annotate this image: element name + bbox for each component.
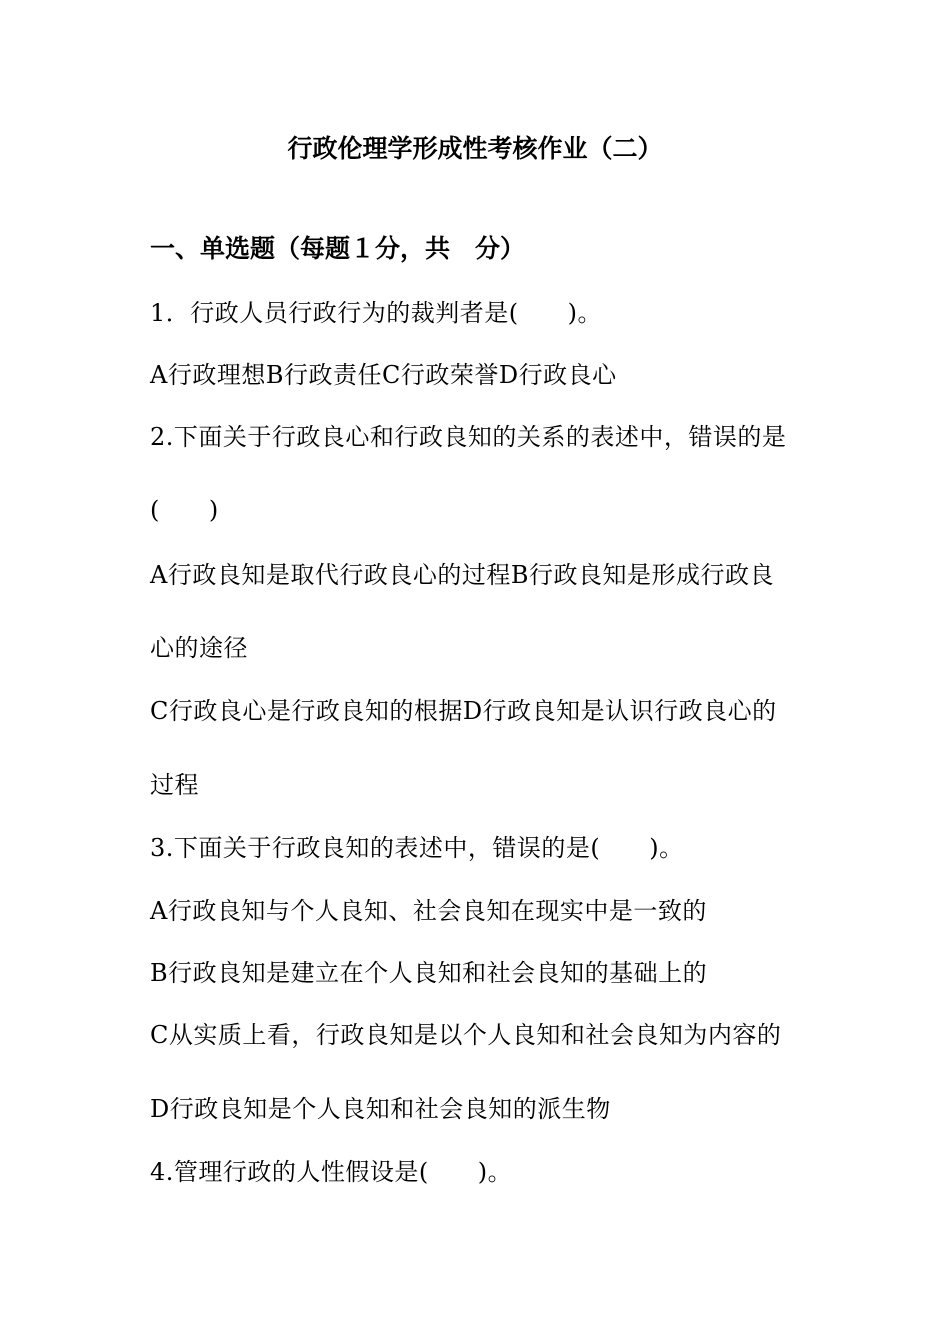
document-title: 行政伦理学形成性考核作业（二） (287, 134, 663, 163)
question-2-options-cd-cont: 过程 (150, 771, 199, 799)
section-heading: 一、单选题（每题１分，共 分） (150, 234, 526, 263)
question-2-stem: 2.下面关于行政良心和行政良知的关系的表述中，错误的是 (150, 423, 787, 451)
question-3-option-a: A行政良知与个人良知、社会良知在现实中是一致的 (150, 897, 707, 925)
question-1-options: A行政理想B行政责任C行政荣誉D行政良心 (150, 361, 617, 389)
question-1-stem: 1．行政人员行政行为的裁判者是( )。 (150, 299, 602, 327)
question-3-option-b: B行政良知是建立在个人良知和社会良知的基础上的 (150, 959, 708, 987)
question-3-stem: 3.下面关于行政良知的表述中，错误的是( )。 (150, 834, 684, 862)
question-2-options-cd: C行政良心是行政良知的根据D行政良知是认识行政良心的 (150, 697, 777, 725)
question-2-blank: ( ) (150, 496, 219, 524)
question-4-stem: 4.管理行政的人性假设是( )。 (150, 1158, 513, 1186)
question-2-options-ab: A行政良知是取代行政良心的过程B行政良知是形成行政良 (150, 561, 774, 589)
question-2-options-ab-cont: 心的途径 (150, 634, 248, 662)
question-3-option-c: C从实质上看，行政良知是以个人良知和社会良知为内容的 (150, 1021, 782, 1049)
question-3-option-d: D行政良知是个人良知和社会良知的派生物 (150, 1095, 611, 1123)
